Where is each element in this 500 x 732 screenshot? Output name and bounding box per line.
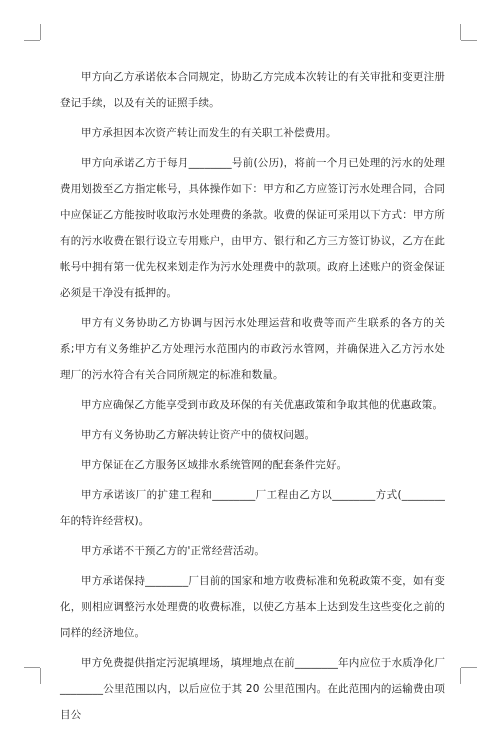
paragraph-text: 甲方免费提供指定污泥填埋场，填埋地点在前________年内应位于水质净化厂________公里范围以内，以后应位于其 20 公里范围内。在此范围内的运输费由项目公	[60, 657, 445, 721]
paragraph-text: 甲方承担因本次资产转让而发生的有关职工补偿费用。	[81, 127, 337, 139]
paragraph-text: 甲方有义务协助乙方解决转让资产中的债权问题。	[81, 429, 316, 441]
crop-mark-top-left	[40, 40, 41, 41]
paragraph	[60, 452, 445, 478]
paragraph	[60, 650, 445, 728]
paragraph	[60, 568, 445, 646]
paragraph	[60, 422, 445, 448]
crop-mark-bottom-right	[460, 667, 461, 668]
paragraph-text: 甲方承诺该厂的扩建工程和________厂工程由乙方以________方式(________年的特许经营权)。	[60, 489, 445, 527]
paragraph	[60, 392, 445, 418]
paragraph-text: 甲方保证在乙方服务区域排水系统管网的配套条件完好。	[81, 459, 348, 471]
crop-mark-top-right	[460, 40, 461, 41]
paragraph	[60, 310, 445, 388]
paragraph	[60, 150, 445, 306]
crop-mark-bottom-left	[40, 667, 41, 668]
paragraph-text: 甲方有义务协助乙方协调与因污水处理运营和收费等而产生联系的各方的关系;甲方有义务维护乙方处理污水范围内的市政污水管网，并确保进入乙方污水处理厂的污水符合有关合同所规定的标准和数量。	[60, 317, 445, 381]
paragraph	[60, 538, 445, 564]
paragraph-text: 甲方承诺保持________厂目前的国家和地方收费标准和免税政策不变，如有变化，则相应调整污水处理费的收费标准，以使乙方基本上达到发生这些变化之前的同样的经济地位。	[60, 575, 445, 639]
paragraph-text: 甲方承诺不干预乙方的'正常经营活动。	[81, 545, 266, 557]
paragraph-text: 甲方向乙方承诺依本合同规定，协助乙方完成本次转让的有关审批和变更注册登记手续，以及有关的证照手续。	[60, 71, 445, 109]
paragraph	[60, 482, 445, 534]
paragraph	[60, 64, 445, 116]
paragraph	[60, 120, 445, 146]
paragraph-text: 甲方应确保乙方能享受到市政及环保的有关优惠政策和争取其他的优惠政策。	[81, 399, 444, 411]
paragraph-text: 甲方向承诺乙方于每月________号前(公历)，将前一个月已处理的污水的处理费用划拨至乙方指定帐号，具体操作如下：甲方和乙方应签订污水处理合同，合同中应保证乙方能按时收取污水处理费的条款。收费的保证可采用以下方式：甲方所有的污水收费在银行设立专用账户，由甲方、银行和乙方三方签订协议，乙方在此帐号中拥有第一优先权来划走作为污水处理费中的款项。政府上述账户的资金保证必须是干净没有抵押的。	[60, 157, 445, 299]
document-body	[60, 64, 445, 732]
